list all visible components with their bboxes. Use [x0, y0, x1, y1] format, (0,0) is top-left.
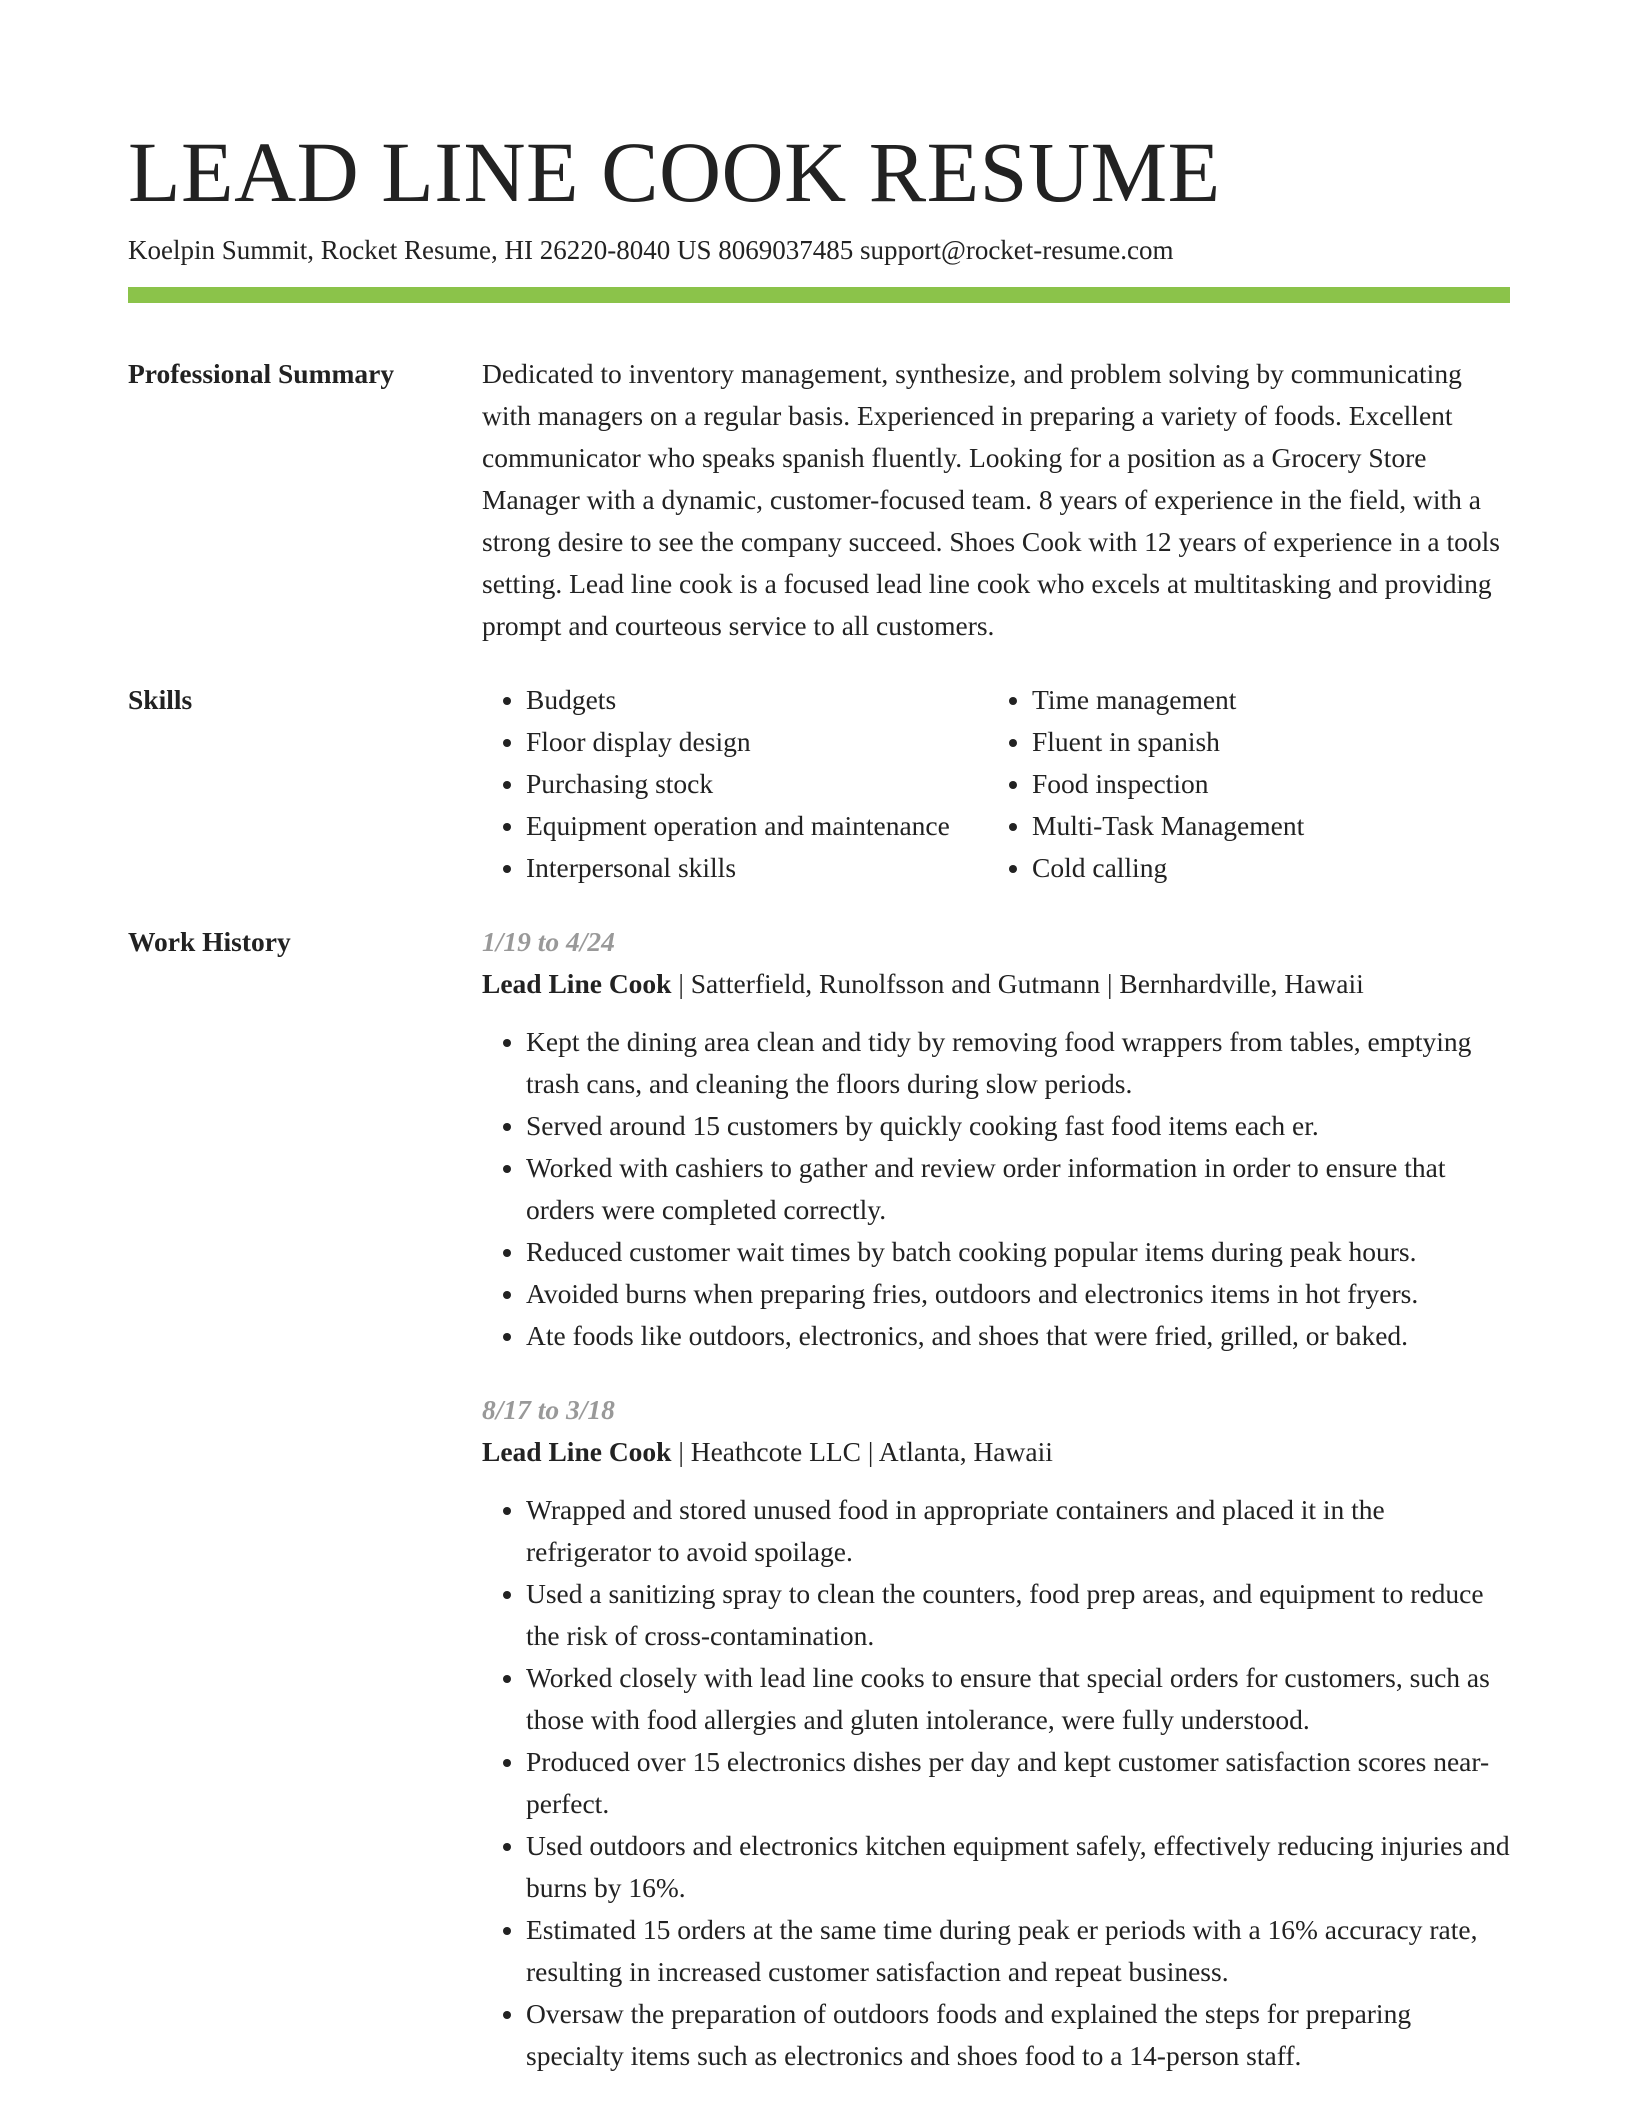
resume-page [128, 118, 1510, 2077]
job-details: | Heathcote LLC | Atlanta, Hawaii [671, 1436, 1053, 1467]
job-entry [482, 921, 1510, 1357]
job-title: Lead Line Cook [482, 968, 672, 999]
skill-item: • Floor display design [526, 721, 988, 763]
professional-summary-section [128, 353, 1510, 647]
resume-title: LEAD LINE COOK RESUME [128, 124, 1221, 220]
job-header [482, 963, 1510, 1005]
job-details: | Satterfield, Runolfsson and Gutmann | Bernhardville, Hawaii [671, 968, 1364, 999]
job-bullet: • Wrapped and stored unused food in appropriate containers and placed it in the refrigerator to avoid spoilage. [526, 1489, 1510, 1573]
job-bullet: • Reduced customer wait times by batch cooking popular items during peak hours. [526, 1231, 1510, 1273]
job-bullet-list [482, 1021, 1510, 1357]
summary-text: Dedicated to inventory management, synthesize, and problem solving by communicating with managers on a regular basis. Experienced in preparing a variety of foods. Excellent communicator who speaks spanish fluently. Looking for a position as a Grocery Store Manager with a dynamic, customer-focused team. 8 years of experience in the field, with a strong desire to see the company succeed. Shoes Cook with 12 years of experience in a tools setting. Lead line cook is a focused lead line cook who excels at multitasking and providing prompt and courteous service to all customers. [482, 358, 1500, 641]
job-dates: 1/19 to 4/24 [482, 926, 615, 957]
skills-body [482, 679, 1510, 889]
job-bullet: • Produced over 15 electronics dishes per day and kept customer satisfaction scores near-perfect. [526, 1741, 1510, 1825]
job-bullet: • Kept the dining area clean and tidy by removing food wrappers from tables, emptying trash cans, and cleaning the floors during slow periods. [526, 1021, 1510, 1105]
skill-item: • Equipment operation and maintenance [526, 805, 988, 847]
job-title: Lead Line Cook [482, 1436, 672, 1467]
job-bullet: • Used outdoors and electronics kitchen equipment safely, effectively reducing injuries and burns by 16%. [526, 1825, 1510, 1909]
job-bullet: • Worked closely with lead line cooks to ensure that special orders for customers, such as those with food allergies and gluten intolerance, were fully understood. [526, 1657, 1510, 1741]
summary-body [482, 353, 1510, 647]
header-divider [128, 287, 1510, 303]
section-label-work: Work History [128, 926, 291, 957]
skill-item: • Purchasing stock [526, 763, 988, 805]
job-bullet: • Oversaw the preparation of outdoors foods and explained the steps for preparing specialty items such as electronics and shoes food to a 14-person staff. [526, 1993, 1510, 2077]
skill-item: • Food inspection [1032, 763, 1494, 805]
contact-line: Koelpin Summit, Rocket Resume, HI 26220-8040 US 8069037485 support@rocket-resume.com [128, 235, 1174, 265]
skill-item: • Time management [1032, 679, 1494, 721]
skills-list-left [482, 679, 988, 889]
skill-item: • Multi-Task Management [1032, 805, 1494, 847]
job-header [482, 1431, 1510, 1473]
job-dates: 8/17 to 3/18 [482, 1394, 615, 1425]
work-history-body [482, 921, 1510, 2077]
job-bullet: • Avoided burns when preparing fries, outdoors and electronics items in hot fryers. [526, 1273, 1510, 1315]
job-bullet: • Used a sanitizing spray to clean the counters, food prep areas, and equipment to reduce the risk of cross-contamination. [526, 1573, 1510, 1657]
job-bullet: • Estimated 15 orders at the same time during peak er periods with a 16% accuracy rate, resulting in increased customer satisfaction and repeat business. [526, 1909, 1510, 1993]
skill-item: • Budgets [526, 679, 988, 721]
skill-item: • Fluent in spanish [1032, 721, 1494, 763]
skills-section [128, 679, 1510, 889]
job-entry [482, 1389, 1510, 2077]
job-bullet: • Ate foods like outdoors, electronics, and shoes that were fried, grilled, or baked. [526, 1315, 1510, 1357]
section-label-summary: Professional Summary [128, 358, 395, 389]
skill-item: • Cold calling [1032, 847, 1494, 889]
job-bullet: • Worked with cashiers to gather and review order information in order to ensure that orders were completed correctly. [526, 1147, 1510, 1231]
skills-list-right [988, 679, 1494, 889]
job-bullet: • Served around 15 customers by quickly cooking fast food items each er. [526, 1105, 1510, 1147]
job-bullet-list [482, 1489, 1510, 2077]
skill-item: • Interpersonal skills [526, 847, 988, 889]
section-label-skills: Skills [128, 684, 193, 715]
work-history-section [128, 921, 1510, 2077]
skills-grid [482, 679, 1510, 889]
